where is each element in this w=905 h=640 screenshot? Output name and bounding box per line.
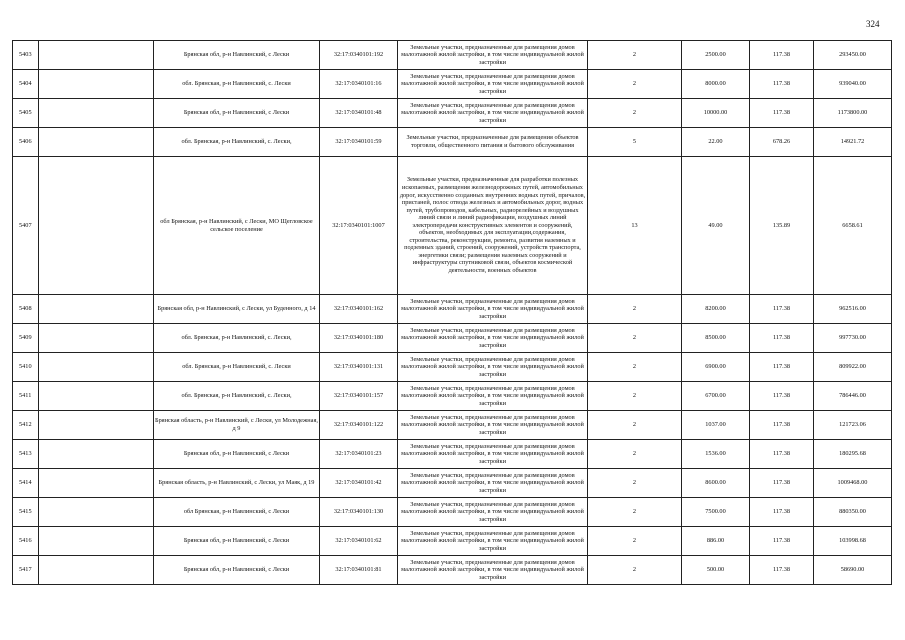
cadastral-number-cell: 32:17:0340101:122 <box>320 411 398 440</box>
area-cell: 10000.00 <box>682 99 750 128</box>
row-number-cell: 5408 <box>13 295 39 324</box>
address-cell: Брянская обл, р-н Навлинский, с Лески <box>154 527 320 556</box>
land-use-description-cell: Земельные участки, предназначенные для размещения домов малоэтажной жилой застройки, в том числе индивидуальной жилой застройки <box>398 498 588 527</box>
specific-value-cell: 117.38 <box>750 469 814 498</box>
area-cell: 8600.00 <box>682 469 750 498</box>
row-number-cell: 5412 <box>13 411 39 440</box>
spacer-cell <box>39 324 154 353</box>
cadastral-number-cell: 32:17:0340101:16 <box>320 70 398 99</box>
spacer-cell <box>39 411 154 440</box>
area-cell: 8000.00 <box>682 70 750 99</box>
specific-value-cell: 117.38 <box>750 411 814 440</box>
spacer-cell <box>39 70 154 99</box>
area-cell: 886.00 <box>682 527 750 556</box>
land-use-group-cell: 2 <box>588 440 682 469</box>
row-number-cell: 5415 <box>13 498 39 527</box>
specific-value-cell: 117.38 <box>750 41 814 70</box>
cadastral-value-cell: 1009468.00 <box>814 469 892 498</box>
land-use-description-cell: Земельные участки, предназначенные для размещения домов малоэтажной жилой застройки, в том числе индивидуальной жилой застройки <box>398 41 588 70</box>
spacer-cell <box>39 157 154 295</box>
land-use-description-cell: Земельные участки, предназначенные для размещения домов малоэтажной жилой застройки, в том числе индивидуальной жилой застройки <box>398 469 588 498</box>
spacer-cell <box>39 498 154 527</box>
cadastral-value-cell: 6658.61 <box>814 157 892 295</box>
table-body <box>13 41 892 585</box>
land-use-group-cell: 2 <box>588 353 682 382</box>
area-cell: 1037.00 <box>682 411 750 440</box>
table-row <box>13 382 892 411</box>
specific-value-cell: 135.89 <box>750 157 814 295</box>
address-cell: обл. Брянская, р-н Навлинский, с. Лески, <box>154 128 320 157</box>
area-cell: 6900.00 <box>682 353 750 382</box>
address-cell: обл. Брянская, р-н Навлинский, с. Лески <box>154 70 320 99</box>
land-use-group-cell: 2 <box>588 556 682 585</box>
spacer-cell <box>39 41 154 70</box>
land-use-description-cell: Земельные участки, предназначенные для размещения домов малоэтажной жилой застройки, в том числе индивидуальной жилой застройки <box>398 411 588 440</box>
cadastral-number-cell: 32:17:0340101:42 <box>320 469 398 498</box>
table-row <box>13 498 892 527</box>
specific-value-cell: 117.38 <box>750 99 814 128</box>
land-use-description-cell: Земельные участки, предназначенные для размещения домов малоэтажной жилой застройки, в том числе индивидуальной жилой застройки <box>398 99 588 128</box>
address-cell: Брянская обл, р-н Навлинский, с Лески <box>154 41 320 70</box>
address-cell: обл. Брянская, р-н Навлинский, с. Лески <box>154 353 320 382</box>
land-use-group-cell: 2 <box>588 527 682 556</box>
cadastral-number-cell: 32:17:0340101:23 <box>320 440 398 469</box>
land-use-description-cell: Земельные участки, предназначенные для размещения домов малоэтажной жилой застройки, в том числе индивидуальной жилой застройки <box>398 440 588 469</box>
area-cell: 8500.00 <box>682 324 750 353</box>
cadastral-value-cell: 786446.00 <box>814 382 892 411</box>
table-row <box>13 469 892 498</box>
address-cell: Брянская обл, р-н Навлинский, с Лески <box>154 99 320 128</box>
specific-value-cell: 117.38 <box>750 556 814 585</box>
cadastral-number-cell: 32:17:0340101:62 <box>320 527 398 556</box>
row-number-cell: 5414 <box>13 469 39 498</box>
row-number-cell: 5417 <box>13 556 39 585</box>
spacer-cell <box>39 382 154 411</box>
spacer-cell <box>39 556 154 585</box>
cadastral-number-cell: 32:17:0340101:192 <box>320 41 398 70</box>
table-row <box>13 128 892 157</box>
area-cell: 49.00 <box>682 157 750 295</box>
specific-value-cell: 117.38 <box>750 382 814 411</box>
spacer-cell <box>39 353 154 382</box>
spacer-cell <box>39 99 154 128</box>
specific-value-cell: 117.38 <box>750 295 814 324</box>
specific-value-cell: 117.38 <box>750 498 814 527</box>
land-use-group-cell: 13 <box>588 157 682 295</box>
address-cell: обл. Брянская, р-н Навлинский, с. Лески, <box>154 382 320 411</box>
row-number-cell: 5405 <box>13 99 39 128</box>
area-cell: 500.00 <box>682 556 750 585</box>
spacer-cell <box>39 128 154 157</box>
specific-value-cell: 117.38 <box>750 324 814 353</box>
row-number-cell: 5404 <box>13 70 39 99</box>
cadastral-value-cell: 58690.00 <box>814 556 892 585</box>
land-use-group-cell: 2 <box>588 41 682 70</box>
row-number-cell: 5403 <box>13 41 39 70</box>
land-use-group-cell: 2 <box>588 498 682 527</box>
specific-value-cell: 117.38 <box>750 527 814 556</box>
table-row <box>13 556 892 585</box>
row-number-cell: 5406 <box>13 128 39 157</box>
spacer-cell <box>39 295 154 324</box>
cadastral-value-cell: 1173800.00 <box>814 99 892 128</box>
cadastral-number-cell: 32:17:0340101:1007 <box>320 157 398 295</box>
table-row <box>13 295 892 324</box>
table-row <box>13 411 892 440</box>
address-cell: Брянская область, р-н Навлинский, с Лески, ул Маяк, д 19 <box>154 469 320 498</box>
cadastral-value-cell: 939040.00 <box>814 70 892 99</box>
land-use-group-cell: 2 <box>588 99 682 128</box>
specific-value-cell: 678.26 <box>750 128 814 157</box>
cadastral-value-cell: 14921.72 <box>814 128 892 157</box>
row-number-cell: 5410 <box>13 353 39 382</box>
address-cell: Брянская обл, р-н Навлинский, с Лески <box>154 440 320 469</box>
address-cell: Брянская область, р-н Навлинский, с Лески, ул Молодежная, д 9 <box>154 411 320 440</box>
row-number-cell: 5413 <box>13 440 39 469</box>
area-cell: 7500.00 <box>682 498 750 527</box>
address-cell: обл Брянская, р-н Навлинский, с Лески, МО Щегловское сельское поселение <box>154 157 320 295</box>
land-use-group-cell: 2 <box>588 324 682 353</box>
address-cell: обл. Брянская, р-н Навлинский, с. Лески, <box>154 324 320 353</box>
area-cell: 2500.00 <box>682 41 750 70</box>
land-use-description-cell: Земельные участки, предназначенные для размещения домов малоэтажной жилой застройки, в том числе индивидуальной жилой застройки <box>398 324 588 353</box>
land-use-description-cell: Земельные участки, предназначенные для размещения домов малоэтажной жилой застройки, в том числе индивидуальной жилой застройки <box>398 353 588 382</box>
cadastral-number-cell: 32:17:0340101:130 <box>320 498 398 527</box>
cadastral-number-cell: 32:17:0340101:162 <box>320 295 398 324</box>
table-row <box>13 70 892 99</box>
table-row <box>13 99 892 128</box>
area-cell: 22.00 <box>682 128 750 157</box>
address-cell: Брянская обл, р-н Навлинский, с Лески <box>154 556 320 585</box>
cadastral-value-cell: 997730.00 <box>814 324 892 353</box>
cadastral-number-cell: 32:17:0340101:157 <box>320 382 398 411</box>
land-use-description-cell: Земельные участки, предназначенные для размещения домов малоэтажной жилой застройки, в том числе индивидуальной жилой застройки <box>398 70 588 99</box>
area-cell: 1536.00 <box>682 440 750 469</box>
table-row <box>13 324 892 353</box>
cadastral-value-cell: 962516.00 <box>814 295 892 324</box>
land-use-description-cell: Земельные участки, предназначенные для размещения домов малоэтажной жилой застройки, в том числе индивидуальной жилой застройки <box>398 382 588 411</box>
land-use-description-cell: Земельные участки, предназначенные для размещения домов малоэтажной жилой застройки, в том числе индивидуальной жилой застройки <box>398 527 588 556</box>
land-use-description-cell: Земельные участки, предназначенные для размещения объектов торговли, общественного питания и бытового обслуживания <box>398 128 588 157</box>
cadastral-number-cell: 32:17:0340101:180 <box>320 324 398 353</box>
specific-value-cell: 117.38 <box>750 70 814 99</box>
cadastral-value-cell: 103998.68 <box>814 527 892 556</box>
cadastral-value-cell: 293450.00 <box>814 41 892 70</box>
row-number-cell: 5409 <box>13 324 39 353</box>
table-row <box>13 353 892 382</box>
page-number: 324 <box>866 19 880 29</box>
cadastral-number-cell: 32:17:0340101:131 <box>320 353 398 382</box>
cadastral-value-cell: 880350.00 <box>814 498 892 527</box>
land-use-description-cell: Земельные участки, предназначенные для размещения домов малоэтажной жилой застройки, в том числе индивидуальной жилой застройки <box>398 295 588 324</box>
land-use-group-cell: 5 <box>588 128 682 157</box>
address-cell: обл Брянская, р-н Навлинский, с Лески <box>154 498 320 527</box>
land-use-description-cell: Земельные участки, предназначенные для размещения домов малоэтажной жилой застройки, в том числе индивидуальной жилой застройки <box>398 556 588 585</box>
cadastral-number-cell: 32:17:0340101:81 <box>320 556 398 585</box>
table-row <box>13 527 892 556</box>
land-use-group-cell: 2 <box>588 295 682 324</box>
table-row <box>13 41 892 70</box>
specific-value-cell: 117.38 <box>750 353 814 382</box>
address-cell: Брянская обл, р-н Навлинский, с Лески, ул Буденного, д 14 <box>154 295 320 324</box>
row-number-cell: 5407 <box>13 157 39 295</box>
cadastral-value-cell: 121723.06 <box>814 411 892 440</box>
land-use-group-cell: 2 <box>588 469 682 498</box>
table-row <box>13 157 892 295</box>
cadastral-number-cell: 32:17:0340101:48 <box>320 99 398 128</box>
spacer-cell <box>39 469 154 498</box>
table-row <box>13 440 892 469</box>
land-use-description-cell: Земельные участки, предназначенные для разработки полезных ископаемых, размещения железнодорожных путей, автомобильных дорог, искусственно созданных внутренних водных путей, причалов, пристаней, полос отвода железных и автомобильных дорог, водных путей, трубопроводов, кабельных, радиорелейных и воздушных линий связи и линий радиофикации, воздушных линий электропередачи конструктивных элементов и сооружений, объектов, необходимых для эксплуатации,содержания, строительства, реконструкции, ремонта, развития наземных и подземных зданий, строений, сооружений, устройств транспорта, энергетики связи; размещения наземных сооружений и инфраструктуры спутниковой связи, объектов космической деятельности, военных объектов <box>398 157 588 295</box>
area-cell: 8200.00 <box>682 295 750 324</box>
cadastral-value-cell: 180295.68 <box>814 440 892 469</box>
cadastral-value-cell: 809922.00 <box>814 353 892 382</box>
land-registry-table <box>12 40 892 585</box>
land-use-group-cell: 2 <box>588 70 682 99</box>
cadastral-number-cell: 32:17:0340101:59 <box>320 128 398 157</box>
area-cell: 6700.00 <box>682 382 750 411</box>
specific-value-cell: 117.38 <box>750 440 814 469</box>
land-use-group-cell: 2 <box>588 382 682 411</box>
spacer-cell <box>39 527 154 556</box>
spacer-cell <box>39 440 154 469</box>
land-use-group-cell: 2 <box>588 411 682 440</box>
row-number-cell: 5416 <box>13 527 39 556</box>
row-number-cell: 5411 <box>13 382 39 411</box>
